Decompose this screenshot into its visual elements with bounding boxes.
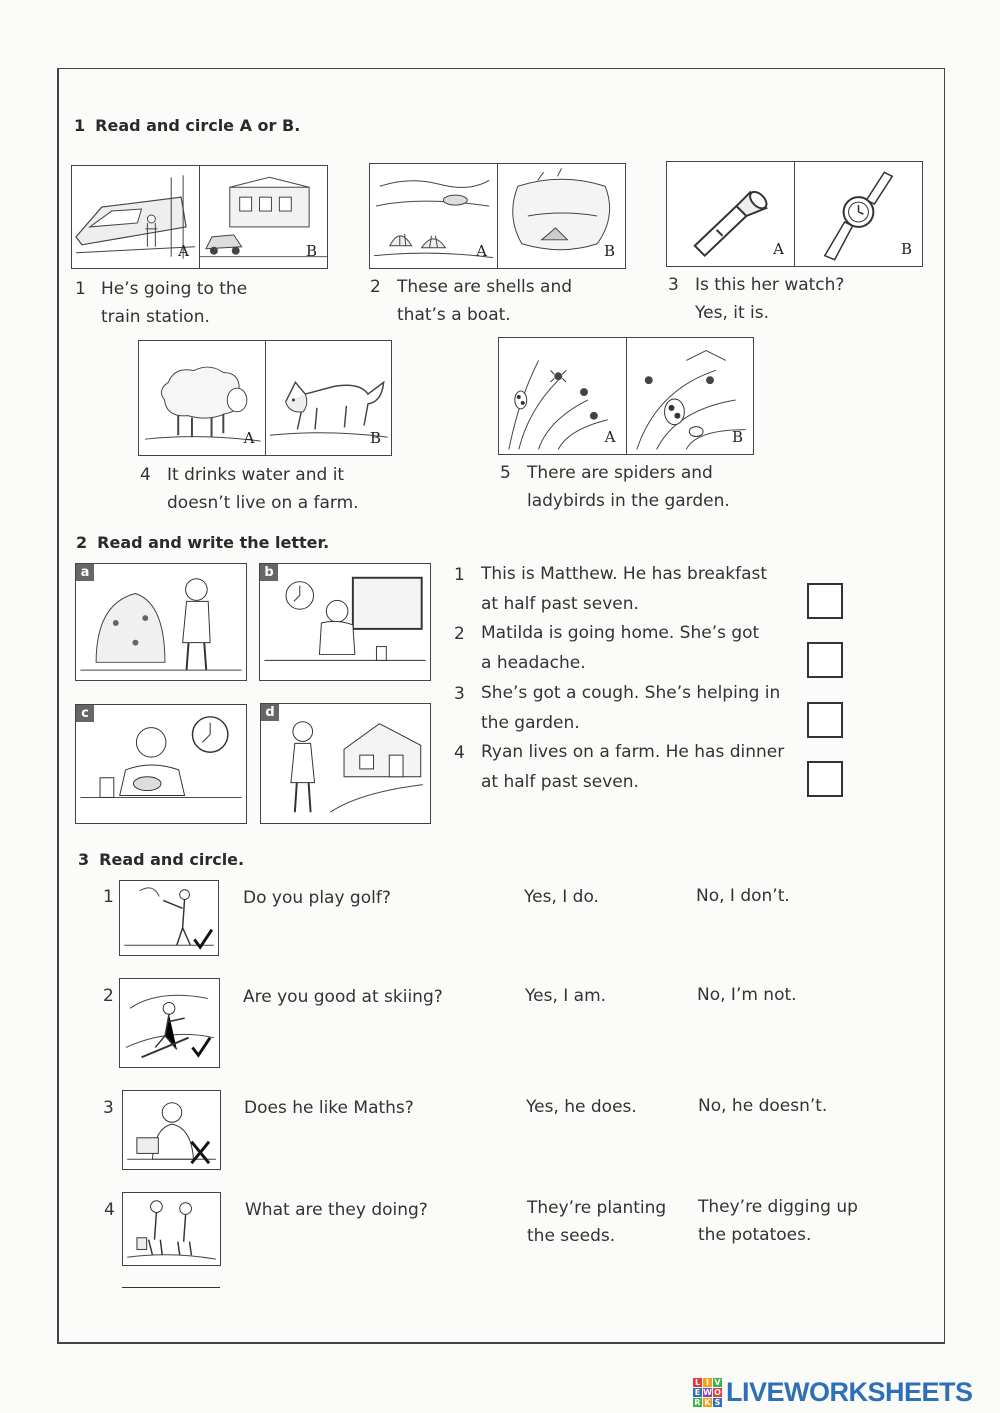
picture-1a[interactable]: [72, 166, 199, 268]
s3-item1-question: Do you play golf?: [243, 888, 391, 908]
s2-item3-line1: She’s got a cough. She’s helping in: [481, 683, 781, 703]
s3-item4-number: 4: [104, 1200, 115, 1220]
s1-item3-number: 3: [668, 275, 679, 295]
option-b-label: B: [603, 242, 615, 260]
s1-item1-number: 1: [75, 279, 86, 299]
option-b-label: B: [900, 240, 912, 258]
s2-item3-answer-box[interactable]: [807, 702, 843, 738]
s3-item4-picture: [122, 1192, 221, 1266]
picture-2b[interactable]: [497, 164, 625, 268]
s3-item4-answer-b[interactable]: [698, 1193, 858, 1249]
option-a-label: A: [243, 429, 255, 447]
s3-item1-picture: [119, 880, 219, 956]
picture-3a[interactable]: [667, 162, 794, 266]
s3-item3-answer-a[interactable]: Yes, he does.: [526, 1097, 637, 1117]
picture-letter-d: d: [261, 704, 279, 721]
skiing-illustration: [120, 979, 219, 1067]
s3-item4-question: What are they doing?: [245, 1200, 428, 1220]
s3-item4-answer-a-line1: They’re planting: [527, 1198, 667, 1218]
picture-letter-a: a: [76, 564, 94, 581]
option-b-label: B: [305, 242, 317, 260]
maths-illustration: [123, 1091, 220, 1169]
picture-pair-2: [369, 163, 626, 269]
option-a-label: A: [773, 240, 784, 258]
section2-number: 2: [76, 533, 88, 552]
s3-item3-picture: [122, 1090, 221, 1170]
option-b-label: B: [369, 429, 381, 447]
option-a-label: A: [604, 428, 616, 446]
s2-item2-number: 2: [454, 624, 465, 644]
s1-item1-text: [101, 275, 247, 331]
section1-title: Read and circle A or B.: [95, 116, 301, 135]
s1-item3-line1: Is this her watch?: [695, 275, 845, 295]
s1-item2-line2: that’s a boat.: [397, 305, 511, 325]
section1-heading: [74, 116, 300, 135]
s2-item2-text: [481, 618, 759, 678]
s1-item1-line2: train station.: [101, 307, 210, 327]
s2-item4-line1: Ryan lives on a farm. He has dinner: [481, 742, 785, 762]
picture-5b[interactable]: [626, 338, 754, 454]
s3-item1-number: 1: [103, 887, 114, 907]
s2-item4-line2: at half past seven.: [481, 772, 639, 792]
s1-item5-text: [527, 459, 730, 515]
s3-item3-number: 3: [103, 1098, 114, 1118]
going-home-illustration: [261, 704, 430, 823]
picture-pair-4: [138, 340, 392, 456]
s3-item4-answer-a-line2: the seeds.: [527, 1226, 616, 1246]
s3-item4-answer-a[interactable]: [527, 1194, 666, 1250]
s1-item3-line2: Yes, it is.: [695, 303, 770, 323]
liveworksheets-logo[interactable]: [693, 1377, 973, 1408]
s2-item3-text: [481, 678, 780, 738]
picture-3b[interactable]: [794, 162, 922, 266]
planting-illustration: [123, 1193, 220, 1265]
option-a-label: A: [178, 242, 189, 260]
picture-letter-b: b: [260, 564, 278, 581]
s1-item2-text: [397, 273, 572, 329]
s3-item1-answer-a[interactable]: Yes, I do.: [524, 887, 599, 907]
picture-pair-1: [71, 165, 328, 269]
dinner-illustration: [76, 705, 246, 823]
s2-item2-line2: a headache.: [481, 653, 586, 673]
picture-pair-5: [498, 337, 754, 455]
picture-4b[interactable]: [265, 341, 392, 455]
s2-item4-answer-box[interactable]: [807, 761, 843, 797]
s1-item4-text: [167, 461, 359, 517]
s2-item2-line1: Matilda is going home. She’s got: [481, 623, 760, 643]
picture-1b[interactable]: [199, 166, 327, 268]
section2-title: Read and write the letter.: [97, 533, 330, 552]
s2-item3-number: 3: [454, 684, 465, 704]
s3-item2-number: 2: [103, 986, 114, 1006]
s3-item1-answer-b[interactable]: No, I don’t.: [696, 886, 790, 906]
s3-item2-picture: [119, 978, 220, 1068]
s2-item1-line2: at half past seven.: [481, 594, 639, 614]
s2-item2-answer-box[interactable]: [807, 642, 843, 678]
s1-item2-number: 2: [370, 277, 381, 297]
s3-item4-answer-b-line2: the potatoes.: [698, 1225, 812, 1245]
golf-illustration: [120, 881, 218, 955]
section3-number: 3: [78, 850, 90, 869]
picture-4a[interactable]: [139, 341, 265, 455]
s1-item3-text: [695, 271, 844, 327]
brand-name: LIVEWORKSHEETS: [726, 1377, 973, 1407]
s1-item4-line1: It drinks water and it: [167, 465, 345, 485]
garden-cough-illustration: [76, 564, 246, 680]
s1-item4-line2: doesn’t live on a farm.: [167, 493, 359, 513]
section3-heading: [78, 850, 244, 869]
s2-item4-number: 4: [454, 743, 465, 763]
s2-item1-line1: This is Matthew. He has breakfast: [481, 564, 768, 584]
section2-heading: [76, 533, 329, 552]
breakfast-illustration: [260, 564, 430, 680]
picture-b: [259, 563, 431, 681]
answer-line: [122, 1287, 220, 1288]
picture-c: [75, 704, 247, 824]
s1-item5-line1: There are spiders and: [527, 463, 713, 483]
s1-item4-number: 4: [140, 465, 151, 485]
s3-item3-question: Does he like Maths?: [244, 1098, 414, 1118]
s3-item3-answer-b[interactable]: No, he doesn’t.: [698, 1096, 828, 1116]
s1-item2-line1: These are shells and: [397, 277, 573, 297]
picture-pair-3: [666, 161, 923, 267]
picture-d: [260, 703, 431, 824]
s3-item2-answer-b[interactable]: No, I’m not.: [697, 985, 797, 1005]
option-a-label: A: [476, 242, 487, 260]
picture-letter-c: c: [76, 705, 94, 722]
s3-item2-question: Are you good at skiing?: [243, 987, 443, 1007]
s2-item4-text: [481, 737, 784, 797]
picture-5a[interactable]: [499, 338, 626, 454]
s2-item3-line2: the garden.: [481, 713, 580, 733]
s3-item2-answer-a[interactable]: Yes, I am.: [525, 986, 607, 1006]
logo-mark-icon: L I V E W O R K S: [694, 1378, 721, 1407]
s1-item5-line2: ladybirds in the garden.: [527, 491, 730, 511]
s3-item4-answer-b-line1: They’re digging up: [698, 1197, 858, 1217]
s1-item1-line1: He’s going to the: [101, 279, 248, 299]
option-b-label: B: [731, 428, 743, 446]
s2-item1-text: [481, 559, 767, 619]
s1-item5-number: 5: [500, 463, 511, 483]
section3-title: Read and circle.: [99, 850, 245, 869]
s2-item1-number: 1: [454, 565, 465, 585]
s2-item1-answer-box[interactable]: [807, 583, 843, 619]
picture-2a[interactable]: [370, 164, 497, 268]
section1-number: 1: [74, 116, 86, 135]
picture-a: [75, 563, 247, 681]
